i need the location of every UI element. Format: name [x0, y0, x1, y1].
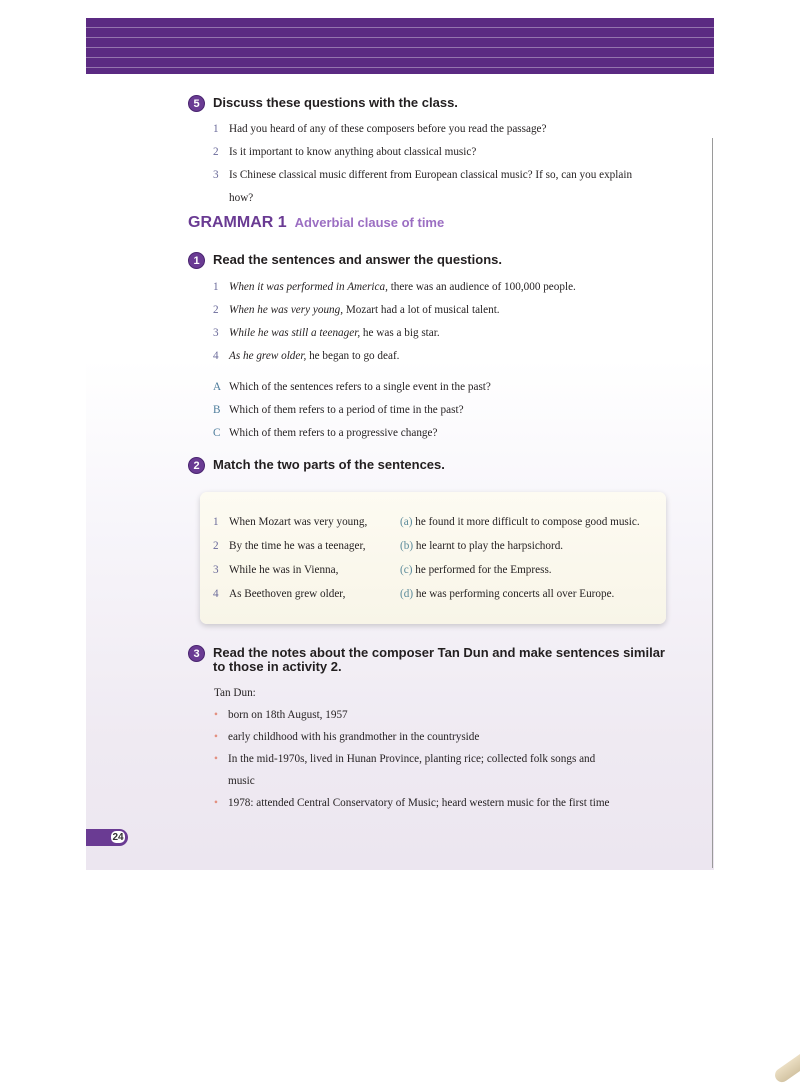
list-item-continuation: how?: [229, 192, 254, 204]
right-margin-rule: [712, 138, 713, 868]
activity-3-number: 3: [188, 645, 205, 662]
list-item: • In the mid-1970s, lived in Hunan Province, planting rice; collected folk songs and: [214, 753, 596, 765]
list-item: 3 While he was still a teenager, he was a big star.: [213, 327, 440, 339]
match-right-item: (d) he was performing concerts all over Europe.: [400, 588, 615, 600]
match-right-item: (a) he found it more difficult to compose good music.: [400, 516, 640, 528]
activity-3-heading: [188, 646, 665, 674]
list-item: 2 Is it important to know anything about classical music?: [213, 146, 477, 158]
grammar-label: GRAMMAR 1: [188, 214, 287, 231]
activity-1-number: 1: [188, 252, 205, 269]
page-number-tab: [86, 829, 128, 846]
activity-2-heading: [188, 458, 445, 475]
page-number: 24: [110, 830, 126, 844]
list-item-continuation: music: [228, 775, 255, 787]
match-left-item: 1 When Mozart was very young,: [213, 516, 368, 528]
match-left-item: 3 While he was in Vienna,: [213, 564, 339, 576]
activity-1-sentences: [213, 276, 683, 368]
list-item: 1 Had you heard of any of these composers before you read the passage?: [213, 123, 547, 135]
activity-1-questions: [213, 376, 683, 445]
grammar-subtitle: Adverbial clause of time: [294, 215, 445, 230]
activity-3-title-line2: to those in activity 2.: [213, 659, 342, 674]
match-left-item: 4 As Beethoven grew older,: [213, 588, 346, 600]
list-item: A Which of the sentences refers to a single event in the past?: [213, 381, 491, 393]
activity-1-title: Read the sentences and answer the questions.: [213, 252, 502, 267]
header-banner: [86, 18, 714, 74]
list-item: C Which of them refers to a progressive change?: [213, 427, 438, 439]
list-item: B Which of them refers to a period of time in the past?: [213, 404, 464, 416]
grammar-heading: [188, 214, 444, 232]
match-left-item: 2 By the time he was a teenager,: [213, 540, 366, 552]
notes-intro: Tan Dun:: [214, 687, 256, 699]
list-item: • born on 18th August, 1957: [214, 709, 348, 721]
activity-2-number: 2: [188, 457, 205, 474]
match-right-item: (c) he performed for the Empress.: [400, 564, 552, 576]
list-item: 1 When it was performed in America, there was an audience of 100,000 people.: [213, 281, 576, 293]
activity-3-notes: [214, 682, 684, 814]
section-5-title: Discuss these questions with the class.: [213, 95, 458, 110]
list-item: 2 When he was very young, Mozart had a lot of musical talent.: [213, 304, 500, 316]
activity-3-title-line1: Read the notes about the composer Tan Dun and make sentences similar: [213, 645, 665, 660]
list-item: • 1978: attended Central Conservatory of Music; heard western music for the first time: [214, 797, 610, 809]
activity-1-heading: [188, 253, 502, 270]
matching-box: [200, 492, 666, 624]
list-item: • early childhood with his grandmother in the countryside: [214, 731, 480, 743]
list-item: 4 As he grew older, he began to go deaf.: [213, 350, 400, 362]
section-5-number: 5: [188, 95, 205, 112]
section-5-list: [213, 118, 683, 210]
section-5-heading: [188, 96, 458, 113]
match-right-item: (b) he learnt to play the harpsichord.: [400, 540, 564, 552]
pen-illustration: [772, 1033, 800, 1085]
list-item: 3 Is Chinese classical music different from European classical music? If so, can you explain: [213, 169, 633, 181]
activity-2-title: Match the two parts of the sentences.: [213, 457, 445, 472]
